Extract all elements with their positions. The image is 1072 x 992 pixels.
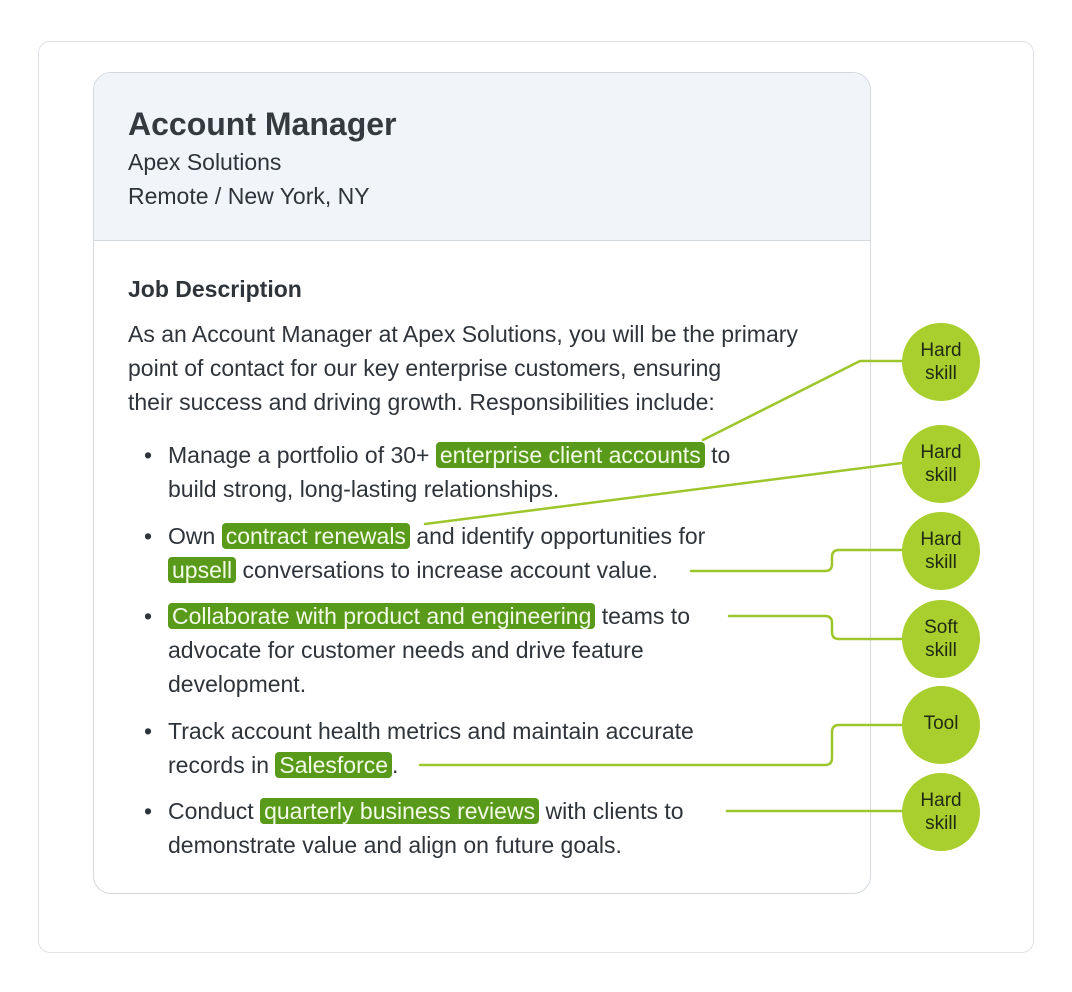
job-header (94, 73, 870, 241)
bullet-line (168, 635, 644, 665)
highlighted-skill: quarterly business reviews (260, 798, 539, 824)
highlighted-skill: Collaborate with product and engineering (168, 603, 595, 629)
bullet-marker: • (144, 442, 153, 468)
bullet-text: Conduct (168, 798, 261, 824)
highlighted-skill: upsell (168, 557, 236, 583)
bullet-line (168, 440, 730, 470)
highlighted-skill: Salesforce (275, 752, 392, 778)
bullet-text: build strong, long-lasting relationships. (168, 476, 560, 502)
company-name: Apex Solutions (128, 149, 282, 175)
bullet-text: Track account health metrics and maintain accurate (168, 718, 694, 744)
bullet-text: Own (168, 523, 222, 549)
bullet-line (168, 750, 398, 780)
job-title: Account Manager (128, 106, 397, 142)
skill-badge-hard-3: Hard skill (902, 512, 980, 590)
skill-badge-tool: Tool (902, 686, 980, 764)
bullet-line (168, 716, 694, 746)
bullet-text: and identify opportunities for (409, 523, 706, 549)
bullet-line (168, 796, 684, 826)
bullet-text: teams to (595, 603, 690, 629)
bullet-text: conversations to increase account value. (236, 557, 659, 583)
bullet-text: development. (168, 671, 307, 697)
bullet-text: to (704, 442, 731, 468)
bullet-text: demonstrate value and align on future goals. (168, 832, 622, 858)
skill-badge-soft: Soft skill (902, 600, 980, 678)
bullet-line (168, 555, 658, 585)
bullet-line (168, 669, 306, 699)
intro-line: their success and driving growth. Responsibilities include: (128, 389, 715, 415)
bullet-marker: • (144, 523, 153, 549)
intro-line: point of contact for our key enterprise customers, ensuring (128, 355, 722, 381)
bullet-line (168, 521, 705, 551)
highlighted-skill: enterprise client accounts (436, 442, 705, 468)
section-heading: Job Description (128, 276, 302, 302)
bullet-line (168, 830, 622, 860)
intro-line: As an Account Manager at Apex Solutions, you will be the primary (128, 321, 798, 347)
bullet-text: Manage a portfolio of 30+ (168, 442, 436, 468)
bullet-text: advocate for customer needs and drive feature (168, 637, 644, 663)
bullet-text: records in (168, 752, 276, 778)
job-location: Remote / New York, NY (128, 183, 370, 209)
bullet-text: with clients to (539, 798, 684, 824)
bullet-line (168, 474, 559, 504)
bullet-line (168, 601, 690, 631)
bullet-text: . (392, 752, 399, 778)
skill-badge-hard-1: Hard skill (902, 323, 980, 401)
skill-badge-hard-2: Hard skill (902, 425, 980, 503)
bullet-marker: • (144, 603, 153, 629)
bullet-marker: • (144, 798, 153, 824)
skill-badge-hard-4: Hard skill (902, 773, 980, 851)
bullet-marker: • (144, 718, 153, 744)
highlighted-skill: contract renewals (222, 523, 410, 549)
job-card (93, 72, 871, 894)
